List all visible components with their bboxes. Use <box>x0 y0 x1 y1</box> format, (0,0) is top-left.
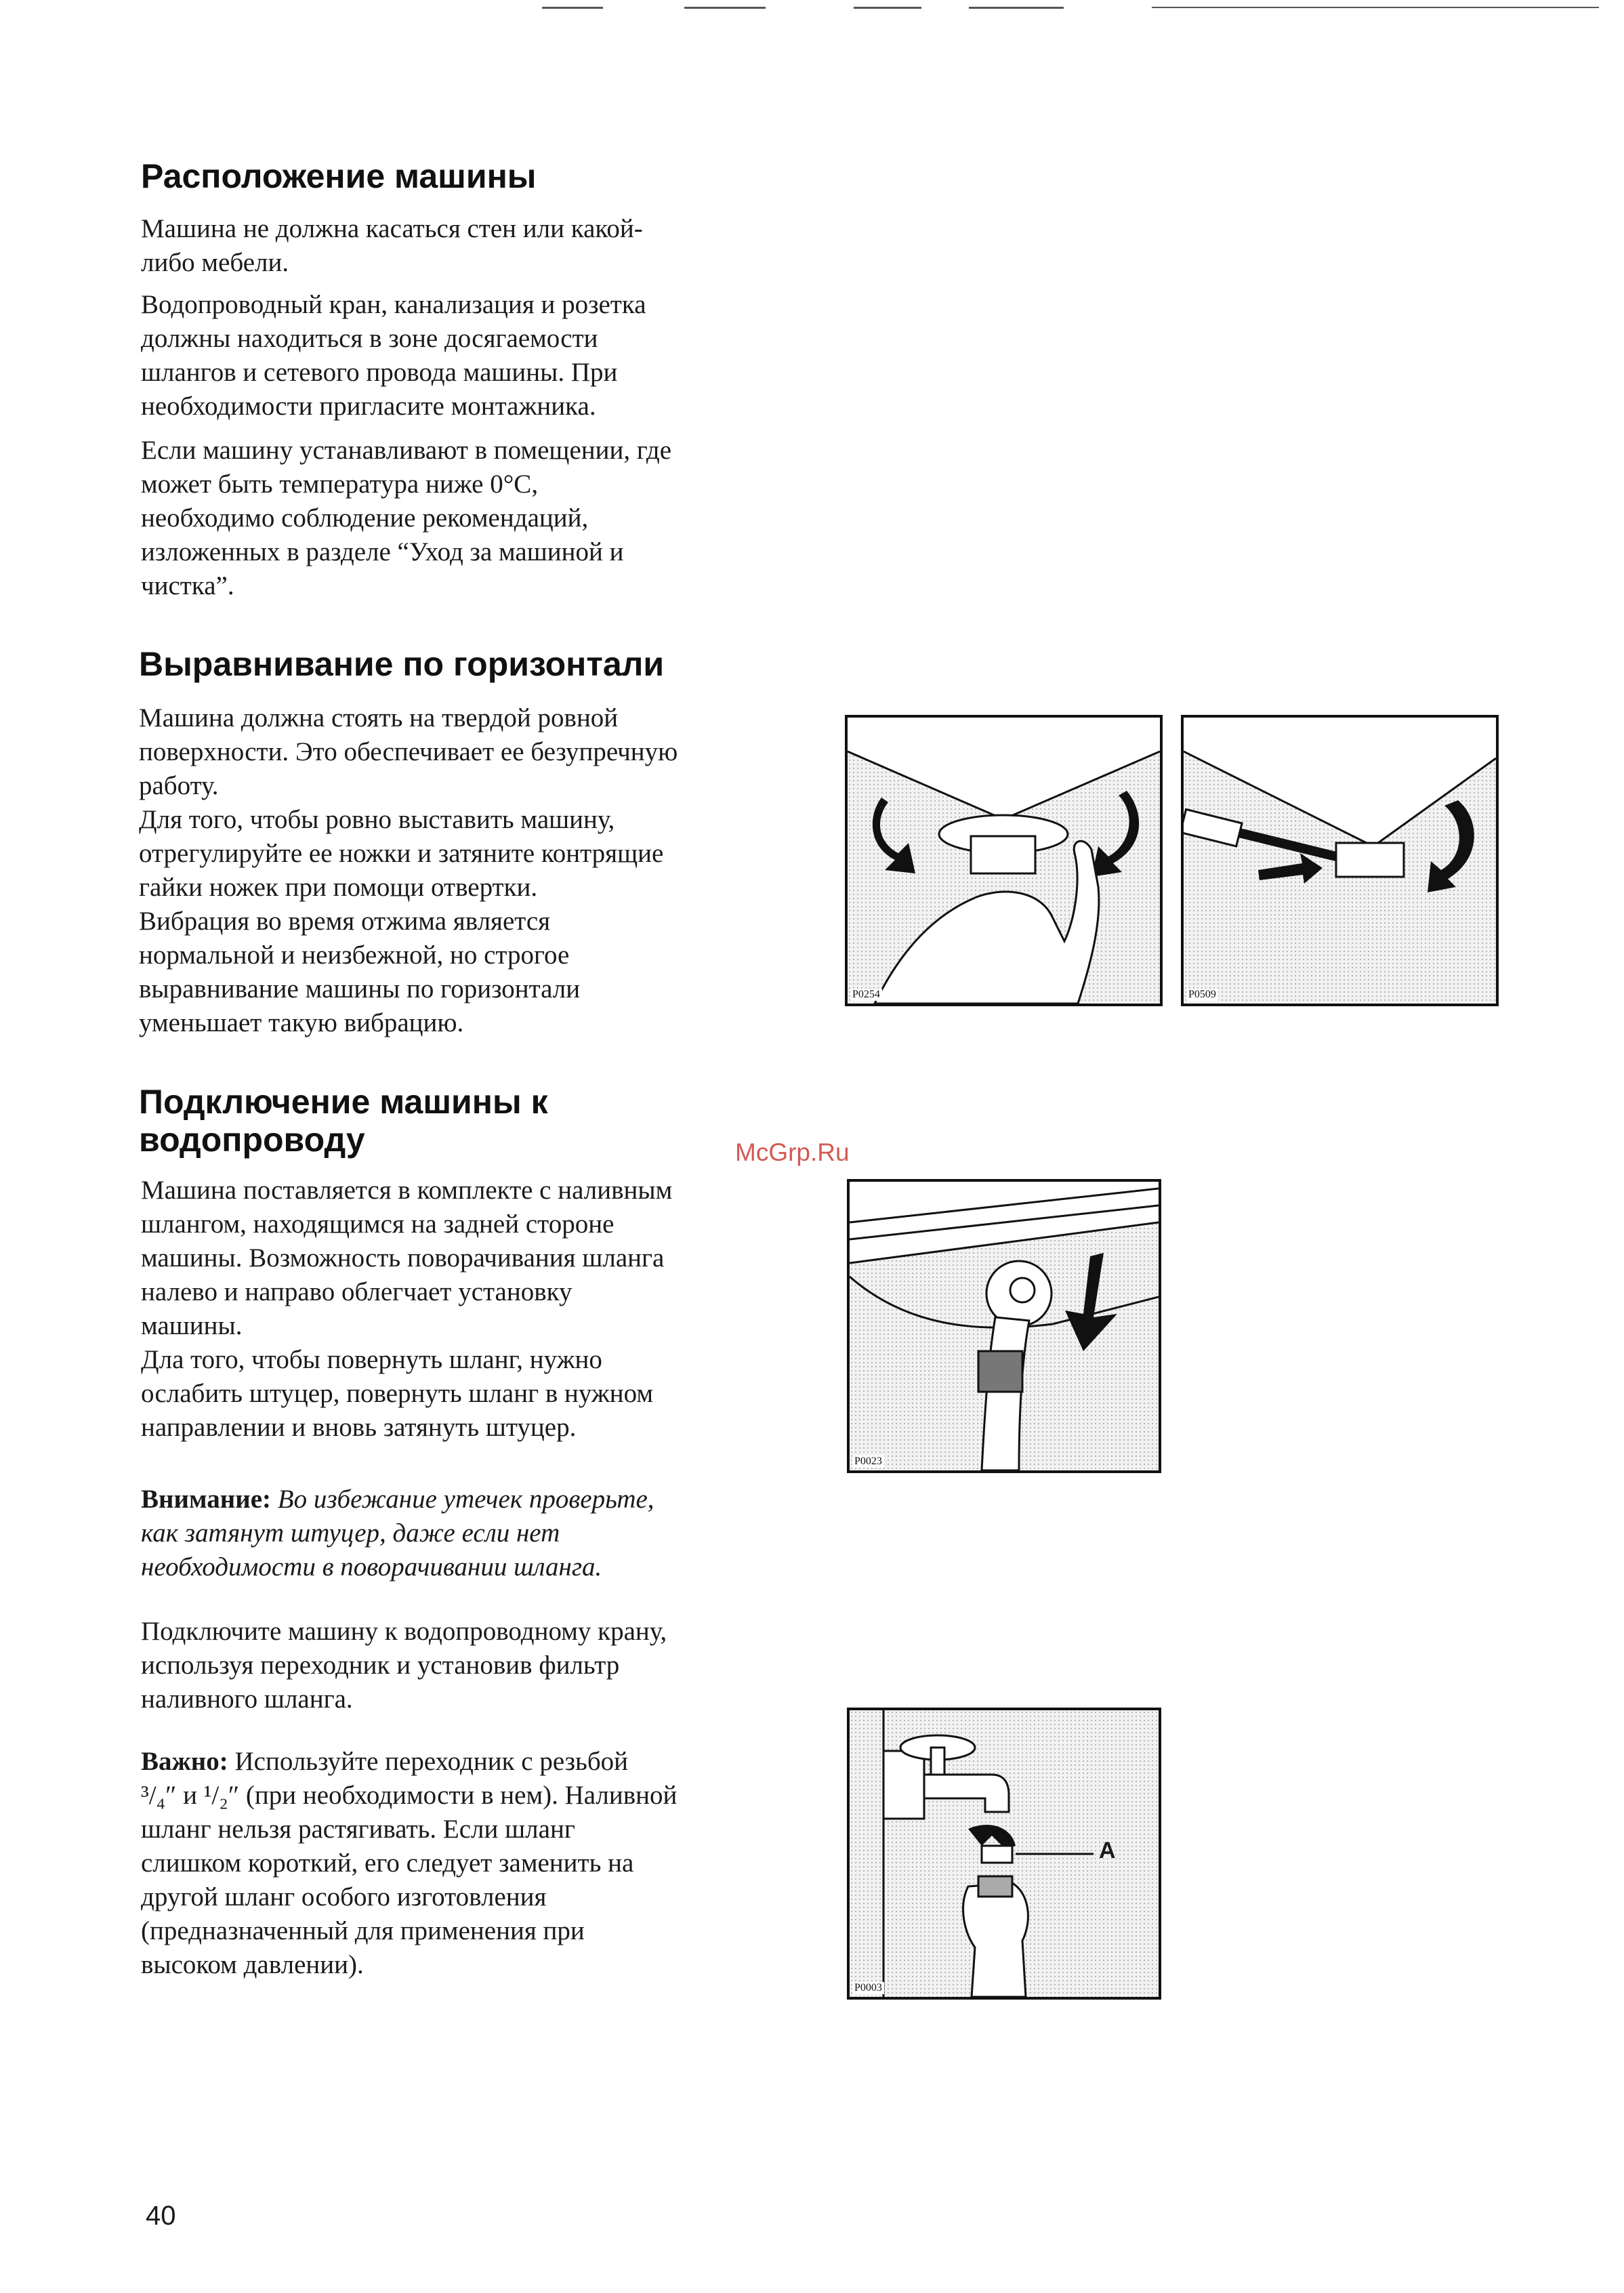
leveling-hand-figure <box>845 715 1163 1006</box>
watermark: McGrp.Ru <box>735 1138 850 1166</box>
page-number: 40 <box>146 2201 176 2231</box>
important-text: Используйте переходник с резьбой ³/₄″ и ¹/₂″ (при необходимости в нем). Наливной шланг нельзя растягивать. Если шланг слишком короткий, его следует заменить на другой шланг особого изготовления (предназначенный для применения при высоком давлении). <box>141 1747 678 1979</box>
warning-note <box>141 1483 818 1584</box>
figure-code: P0023 <box>852 1455 884 1468</box>
tap-connection-figure <box>847 1708 1161 2000</box>
important-note <box>141 1745 818 1982</box>
scan-mark <box>684 7 766 9</box>
scan-mark <box>969 7 1064 9</box>
important-label: Важно: <box>141 1747 228 1776</box>
hose-rotation-figure <box>847 1179 1161 1473</box>
figure-code: P0003 <box>852 1982 884 1994</box>
section3-para2: Подключите машину к водопроводному крану, используя переходник и установив фильтр наливного шланга. <box>141 1617 667 1714</box>
scan-mark <box>1152 7 1599 8</box>
warning-text: Во избежание утечек проверьте, как затянут штуцер, даже если нет необходимости в поворачивании шланга. <box>141 1485 654 1582</box>
leveling-hand-illustration <box>848 718 1160 1004</box>
figure-code: P0254 <box>850 989 882 1001</box>
section2-para1: Машина должна стоять на твердой ровной поверхности. Это обеспечивает ее безупречную работу. Для того, чтобы ровно выставить машину, отрегулируйте ее ножки и затяните контрящие гайки ножек при помощи отвертки. Вибрация во время отжима является нормальной и неизбежной, но строгое выравнивание машины по горизонтали уменьшает такую вибрацию. <box>139 703 678 1037</box>
hose-rotation-illustration <box>850 1182 1159 1470</box>
section1-title: Расположение машины <box>141 157 537 195</box>
section1-para3: Если машину устанавливают в помещении, где может быть температура ниже 0°C, необходимо соблюдение рекомендаций, изложенных в разделе “Уход за машиной и чистка”. <box>141 436 672 600</box>
leveling-screwdriver-figure <box>1181 715 1499 1006</box>
section3-para1: Машина поставляется в комплекте с наливным шлангом, находящимся на задней стороне машины. Возможность поворачивания шланга налево и направо облегчает установку машины. Дла того, чтобы повернуть шланг, нужно ослабить штуцер, повернуть шланг в нужном направлении и вновь затянуть штуцер. <box>141 1176 673 1442</box>
section2-title: Выравнивание по горизонтали <box>139 645 665 683</box>
figure-callout-a: A <box>1099 1838 1116 1863</box>
scan-mark <box>854 7 921 9</box>
section1-para1: Машина не должна касаться стен или какой- либо мебели. <box>141 214 643 277</box>
figure-code: P0509 <box>1186 989 1218 1001</box>
section1-para2: Водопроводный кран, канализация и розетка должны находиться в зоне досягаемости шлангов и сетевого провода машины. При необходимости пригласите монтажника. <box>141 290 646 421</box>
section3-title: Подключение машины к водопроводу <box>139 1083 548 1159</box>
scan-mark <box>542 7 603 9</box>
leveling-screwdriver-illustration <box>1184 718 1496 1004</box>
warning-label: Внимание: <box>141 1485 271 1514</box>
